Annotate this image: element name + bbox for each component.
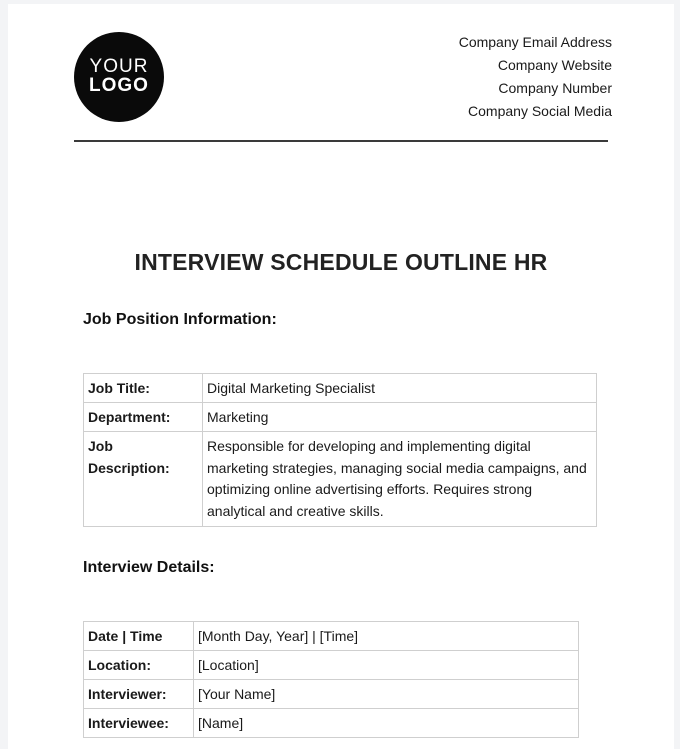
interview-details-table: [83, 621, 579, 738]
interview-section-heading: Interview Details:: [83, 559, 215, 576]
document-title: INTERVIEW SCHEDULE OUTLINE HR: [134, 249, 548, 275]
location-label: Location:: [84, 651, 194, 680]
location-value: [Location]: [194, 651, 579, 680]
company-number: Company Number: [498, 80, 612, 96]
company-social-media: Company Social Media: [468, 103, 612, 119]
job-info-table: [83, 373, 597, 527]
job-description-label: Job Description:: [84, 432, 203, 527]
table-row: [84, 680, 579, 709]
interviewer-value: [Your Name]: [194, 680, 579, 709]
table-row: [84, 374, 597, 403]
document-page: [8, 4, 674, 749]
company-website: Company Website: [497, 57, 612, 73]
date-time-label: Date | Time: [84, 622, 194, 651]
logo-line-2: LOGO: [89, 75, 149, 96]
company-email: Company Email Address: [458, 34, 612, 50]
department-label: Department:: [84, 403, 203, 432]
interviewee-value: [Name]: [194, 709, 579, 738]
table-row: [84, 709, 579, 738]
company-contact-block: [459, 34, 612, 126]
interviewer-label: Interviewer:: [84, 680, 194, 709]
interviewee-label: Interviewee:: [84, 709, 194, 738]
table-row: [84, 432, 597, 527]
job-description-value: Responsible for developing and implementing digital marketing strategies, managing social media campaigns, and optimizing online advertising efforts. Requires strong analytical and creative skills.: [203, 432, 597, 527]
job-title-value: Digital Marketing Specialist: [203, 374, 597, 403]
table-row: [84, 651, 579, 680]
date-time-value: [Month Day, Year] | [Time]: [194, 622, 579, 651]
job-section-heading: Job Position Information:: [83, 311, 277, 328]
department-value: Marketing: [203, 403, 597, 432]
job-title-label: Job Title:: [84, 374, 203, 403]
table-row: [84, 403, 597, 432]
logo-line-1: YOUR: [89, 56, 149, 77]
table-row: [84, 622, 579, 651]
header-divider: [74, 140, 608, 142]
company-logo: [74, 32, 164, 122]
